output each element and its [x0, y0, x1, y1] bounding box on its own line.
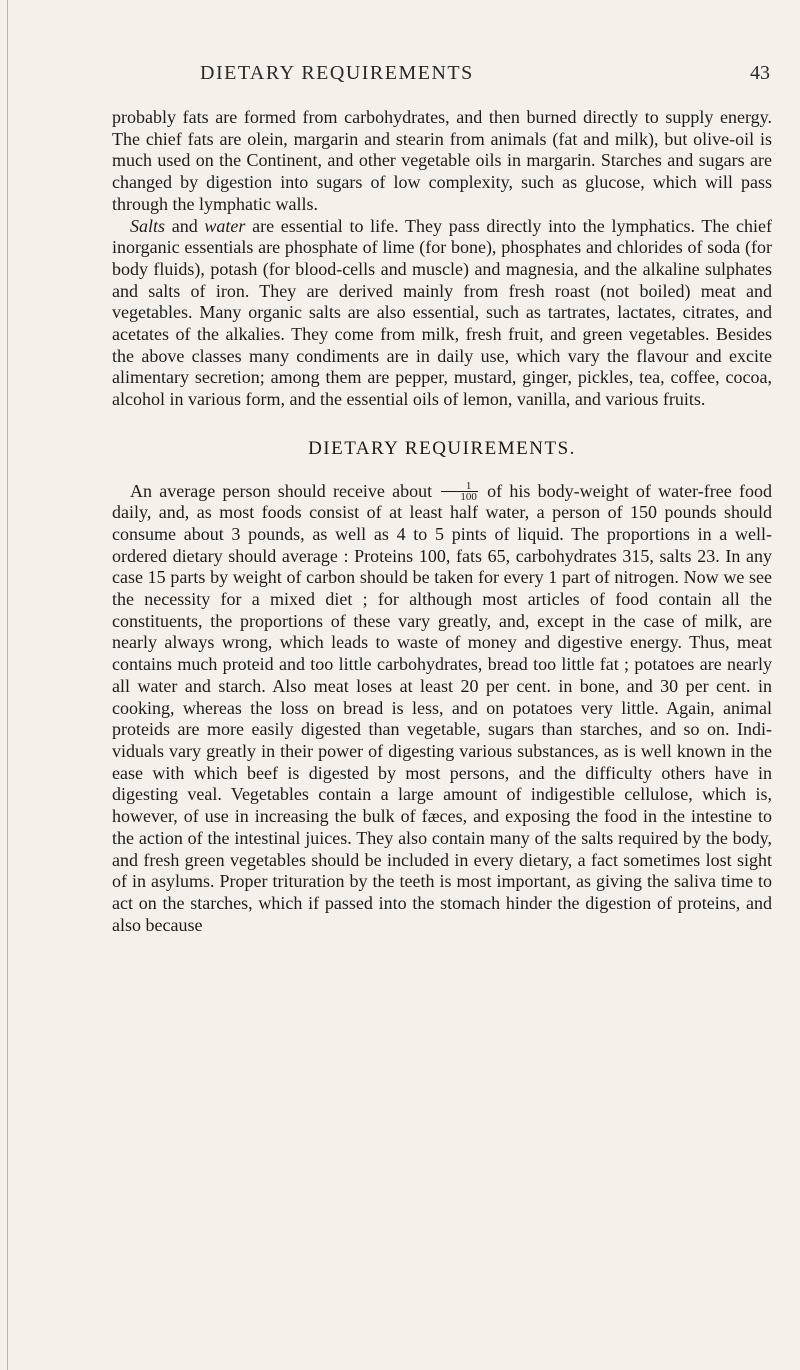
body-text	[112, 107, 772, 936]
paragraph-salts-water	[112, 216, 772, 411]
page-edge-line	[7, 0, 8, 1370]
text-and: and	[165, 215, 205, 236]
running-head	[112, 62, 770, 92]
running-title: DIETARY REQUIREMENTS	[200, 62, 474, 84]
page-number: 43	[750, 62, 770, 84]
fraction-numerator: 1	[441, 481, 478, 492]
paragraph-dietary-start: An average person should receive about	[130, 480, 440, 501]
fraction-denominator: 100	[460, 490, 477, 503]
term-salts: Salts	[130, 215, 166, 236]
paragraph-dietary-text: of his body-weight of water-free food daily, and, as most foods consist of at least half water, a person of 150 pounds should consume about 3 pounds, as well as 4 to 5 pints of liquid. The proportions in a well-ordered dietary should average : Proteins 100, fats 65, carbohydrates 315, salts 23. In any case 15 parts by weight of carbon should be taken for every 1 part of nitrogen. Now we see the necessity for a mixed diet ; for although most articles of food contain all the constituents, the proportions of these vary greatly, and, except in the case of milk, are nearly always wrong, which leads to waste of money and digestive energy. Thus, meat contains much proteid and too little carbohydrates, bread too little fat ; potatoes are nearly all water and starch. Also meat loses at least 20 per cent. in bone, and 30 per cent. in cooking, whereas the loss on bread is less, and on potatoes very little. Again, animal proteids are more easily digested than vegetable, sugars than starches, and so on. Indi- viduals vary greatly in their power of digesting various substances, as is well known in the ease with which beef is digested by most persons, and the difficulty others have in digesting veal. Vegetables contain a large amount of indigestible cellulose, which is, however, of use in increasing the bulk of fæces, and exposing the food in the intestine to the action of the intestinal juices. They also contain many of the salts required by the body, and fresh green vegetables should be included in every dietary, a fact sometimes lost sight of in asylums. Proper trituration by the teeth is most important, as giving the saliva time to act on the starches, which if passed into the stomach hinder the digestion of proteins, and also because	[112, 480, 772, 935]
fraction-one-hundredth	[441, 481, 478, 502]
paragraph-salts-text: are essential to life. They pass directly into the lymphatics. The chief inorganic essentials are phosphate of lime (for bone), phosphates and chlorides of soda (for body fluids), potash (for blood-cells and muscle) and magnesia, and the alkaline sulphates and salts of iron. They are derived mainly from fresh roast (not boiled) meat and vegetables. Many organic salts are also essential, such as tartrates, lactates, citrates, and acetates of the alkalies. They come from milk, fresh fruit, and green vegetables. Besides the above classes many condiments are in daily use, which vary the flavour and excite alimentary secretion; among them are pepper, mustard, ginger, pickles, tea, coffee, cocoa, alcohol in various form, and the essential oils of lemon, vanilla, and various fruits.	[112, 215, 772, 410]
term-water: water	[204, 215, 246, 236]
paragraph-fats-starches: probably fats are formed from carbohydrates, and then burned directly to supply energy. The chief fats are olein, margarin and stearin from animals (fat and milk), but olive-oil is much used on the Continent, and other vegetable oils in margarin. Starches and sugars are changed by digestion into sugars of low complexity, such as glucose, which will pass through the lymphatic walls.	[112, 107, 772, 214]
paragraph-dietary-requirements	[112, 481, 772, 937]
section-heading: DIETARY REQUIREMENTS.	[308, 437, 576, 459]
